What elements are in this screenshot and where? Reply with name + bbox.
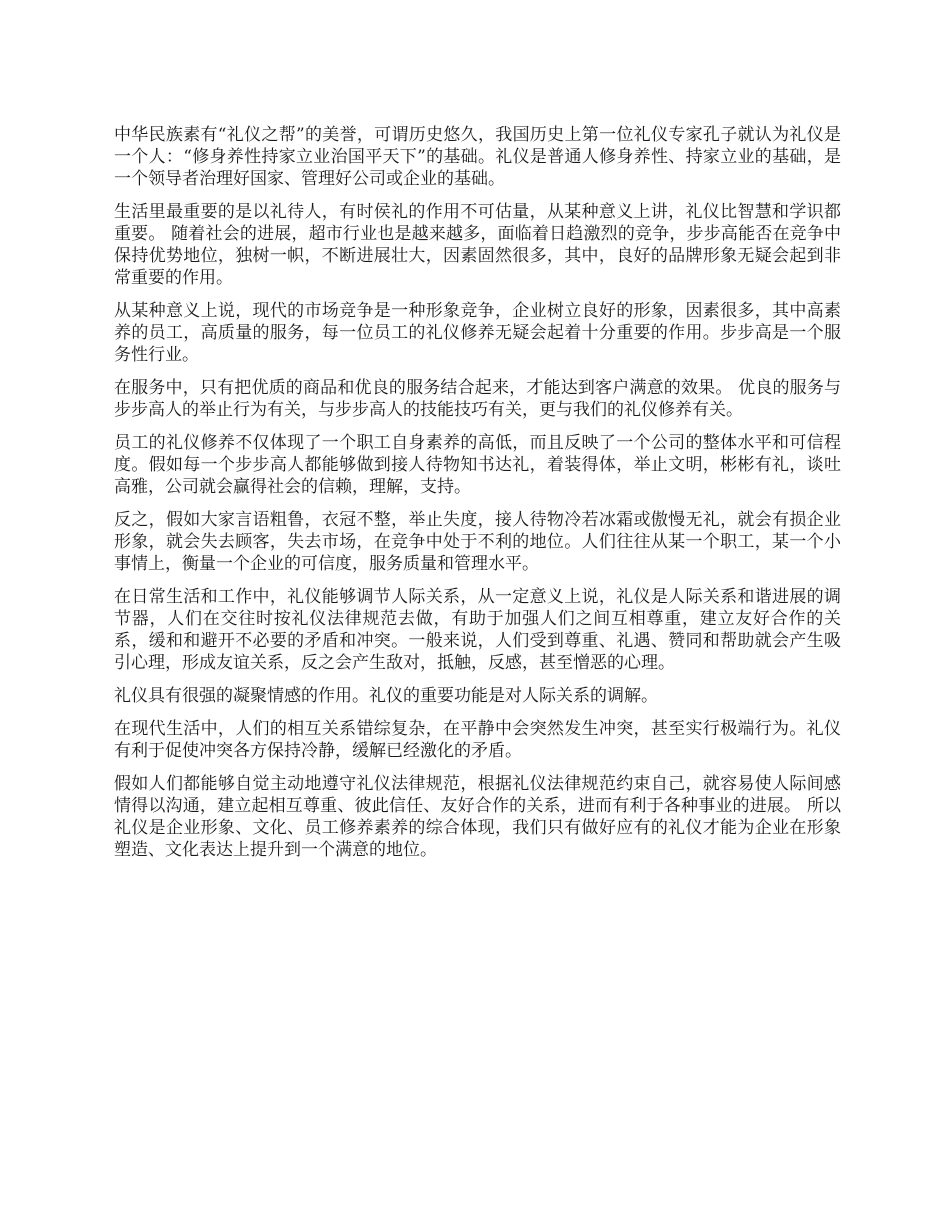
- paragraph-6: 反之，假如大家言语粗鲁，衣冠不整，举止失度，接人待物冷若冰霜或傲慢无礼，就会有损企业形象，就会失去顾客，失去市场，在竞争中处于不利的地位。人们往往从某一个职工，某一个小事情上，衡量一个企业的可信度，服务质量和管理水平。: [114, 510, 841, 574]
- paragraph-1: 中华民族素有“礼仪之帮”的美誉，可谓历史悠久，我国历史上第一位礼仪专家孔子就认为礼仪是一个人：“修身养性持家立业治国平天下”的基础。礼仪是普通人修身养性、持家立业的基础，是一个领导者治理好国家、管理好公司或企业的基础。: [114, 125, 841, 189]
- paragraph-3: 从某种意义上说，现代的市场竞争是一种形象竞争，企业树立良好的形象，因素很多，其中高素养的员工，高质量的服务，每一位员工的礼仪修养无疑会起着十分重要的作用。步步高是一个服务性行业。: [114, 301, 841, 365]
- paragraph-9: 在现代生活中，人们的相互关系错综复杂，在平静中会突然发生冲突，甚至实行极端行为。礼仪有利于促使冲突各方保持冷静，缓解已经激化的矛盾。: [114, 719, 841, 761]
- paragraph-2: 生活里最重要的是以礼待人，有时侯礼的作用不可估量，从某种意义上讲，礼仪比智慧和学识都重要。 随着社会的进展，超市行业也是越来越多，面临着日趋激烈的竞争，步步高能否在竞争中保持优势地位，独树一帜，不断进展壮大，因素固然很多，其中，良好的品牌形象无疑会起到非常重要的作用。: [114, 202, 841, 288]
- paragraph-4: 在服务中，只有把优质的商品和优良的服务结合起来，才能达到客户满意的效果。 优良的服务与步步高人的举止行为有关，与步步高人的技能技巧有关，更与我们的礼仪修养有关。: [114, 378, 841, 420]
- paragraph-7: 在日常生活和工作中，礼仪能够调节人际关系，从一定意义上说，礼仪是人际关系和谐进展的调节器，人们在交往时按礼仪法律规范去做，有助于加强人们之间互相尊重，建立友好合作的关系，缓和和避开不必要的矛盾和冲突。一般来说，人们受到尊重、礼遇、赞同和帮助就会产生吸引心理，形成友谊关系，反之会产生敌对，抵触，反感，甚至憎恶的心理。: [114, 587, 841, 673]
- paragraph-8: 礼仪具有很强的凝聚情感的作用。礼仪的重要功能是对人际关系的调解。: [114, 686, 658, 706]
- document-body: [114, 124, 841, 872]
- paragraph-10: 假如人们都能够自觉主动地遵守礼仪法律规范，根据礼仪法律规范约束自己，就容易使人际间感情得以沟通，建立起相互尊重、彼此信任、友好合作的关系，进而有利于各种事业的进展。 所以礼仪是企业形象、文化、员工修养素养的综合体现，我们只有做好应有的礼仪才能为企业在形象塑造、文化表达上提升到一个满意的地位。: [114, 774, 841, 860]
- paragraph-5: 员工的礼仪修养不仅体现了一个职工自身素养的高低，而且反映了一个公司的整体水平和可信程度。假如每一个步步高人都能够做到接人待物知书达礼，着装得体，举止文明，彬彬有礼，谈吐高雅，公司就会赢得社会的信赖，理解，支持。: [114, 433, 841, 497]
